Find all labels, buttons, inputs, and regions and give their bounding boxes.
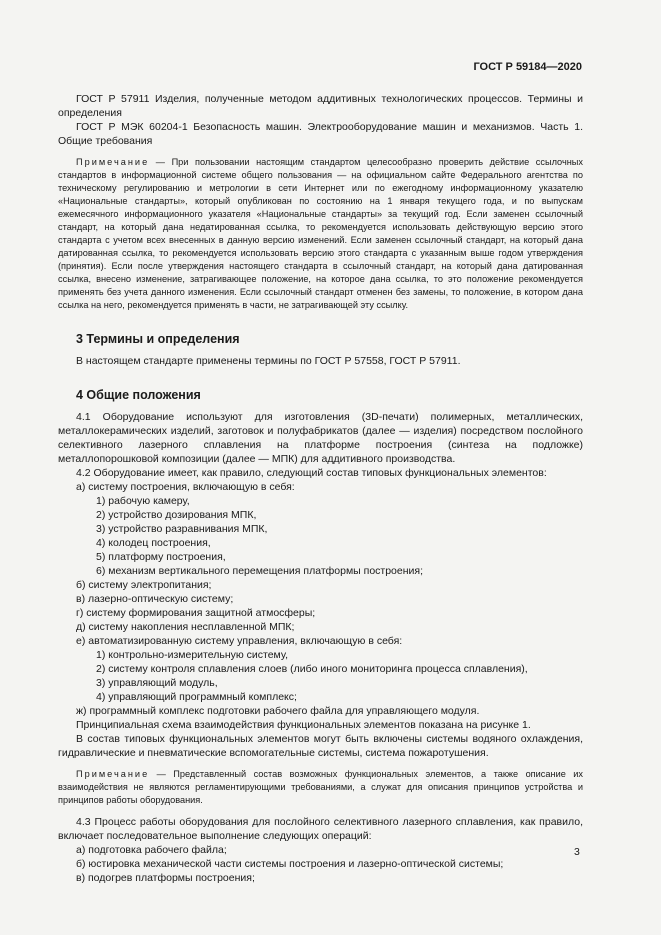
list-item: 1) контрольно-измерительную систему,: [96, 649, 289, 661]
paragraph: 4.2 Оборудование имеет, как правило, следующий состав типовых функциональных элементов:: [76, 467, 547, 479]
reference-entry: ГОСТ Р 57911 Изделия, полученные методом аддитивных технологических процессов. Термины и определения: [58, 93, 583, 119]
list-item: 2) устройство дозирования МПК,: [96, 509, 257, 521]
note-text: — При пользовании настоящим стандартом целесообразно проверить действие ссылочных стандартов в информационной системе общего пользования — на официальном сайте Федерального агентства по техническому регулированию и метрологии в сети Интернет или по ежегодному информационному указателю «Национальные стандарты», который опубликован по состоянию на 1 января текущего года, и по выпускам ежемесячного информационного указателя «Национальные стандарты» за текущий год. Если заменен ссылочный стандарт, на который дана недатированная ссылка, то рекомендуется использовать действующую версию этого стандарта с учетом всех внесенных в данную версию изменений. Если заменен ссылочный стандарт, на который дана датированная ссылка, то рекомендуется использовать версию этого стандарта с указанным выше годом утверждения (принятия). Если после утверждения настоящего стандарта в ссылочный стандарт, на который дана датированная ссылка, внесено изменение, затрагивающее положение, на которое дана ссылка, то это положение рекомендуется применять без учета данного изменения. Если ссылочный стандарт отменен без замены, то положение, в котором дана ссылка на него, рекомендуется применять в части, не затрагивающей эту ссылку.: [58, 157, 583, 310]
section-text: В настоящем стандарте применены термины по ГОСТ Р 57558, ГОСТ Р 57911.: [76, 355, 461, 367]
list-item: 5) платформу построения,: [96, 551, 226, 563]
note-text: — Представленный состав возможных функциональных элементов, а также описание их взаимодействия не являются регламентирующими требованиями, а служат для описания принципов устройства и принципов работы оборудования.: [58, 769, 583, 805]
paragraph: В состав типовых функциональных элементов могут быть включены системы водяного охлаждения, гидравлические и пневматические вспомогательные системы, система пожаротушения.: [58, 733, 583, 759]
note-paragraph: [58, 768, 583, 807]
note-label: Примечание: [76, 769, 150, 779]
list-item: е) автоматизированную систему управления, включающую в себя:: [76, 635, 403, 647]
paragraph: 4.3 Процесс работы оборудования для послойного селективного лазерного сплавления, как правило, включает последовательное выполнение следующих операций:: [58, 816, 583, 842]
paragraph: 4.1 Оборудование используют для изготовления (3D-печати) полимерных, металлических, металлокерамических изделий, заготовок и полуфабрикатов (далее — изделия) посредством послойного селективного лазерного сплавления на платформе построения (синтеза на подложке) металлопорошковой композиции (далее — МПК) для аддитивного производства.: [58, 411, 583, 465]
section-heading: 4 Общие положения: [76, 388, 201, 402]
list-item: г) систему формирования защитной атмосферы;: [76, 607, 316, 619]
list-item: б) систему электропитания;: [76, 579, 212, 591]
section-heading: 3 Термины и определения: [76, 332, 240, 346]
list-item: 3) устройство разравнивания МПК,: [96, 523, 268, 535]
operations-list: [58, 843, 583, 885]
list-item: в) лазерно-оптическую систему;: [76, 593, 234, 605]
list-item: в) подогрев платформы построения;: [76, 872, 255, 884]
list-item: 4) управляющий программный комплекс;: [96, 691, 297, 703]
list-item: д) систему накопления несплавленной МПК;: [76, 621, 295, 633]
list-item: а) системy построения, включающую в себя:: [76, 481, 295, 493]
reference-entry: ГОСТ Р МЭК 60204-1 Безопасность машин. Электрооборудование машин и механизмов. Часть 1. Общие требования: [58, 121, 583, 147]
note-label: Примечание: [76, 157, 150, 167]
list-item: б) юстировка механической части системы построения и лазерно-оптической системы;: [76, 858, 504, 870]
list-item: а) подготовка рабочего файла;: [76, 844, 227, 856]
list-item: ж) программный комплекс подготовки рабочего файла для управляющего модуля.: [76, 705, 480, 717]
page-content: [58, 92, 583, 885]
elements-list: [58, 480, 583, 718]
page-number: 3: [574, 846, 580, 858]
list-item: 1) рабочую камеру,: [96, 495, 190, 507]
list-item: 6) механизм вертикального перемещения платформы построения;: [96, 565, 423, 577]
standard-header: ГОСТ Р 59184—2020: [473, 61, 582, 73]
list-item: 4) колодец построения,: [96, 537, 211, 549]
list-item: 3) управляющий модуль,: [96, 677, 218, 689]
note-paragraph: [58, 156, 583, 312]
list-item: 2) систему контроля сплавления слоев (либо иного мониторинга процесса сплавления),: [96, 663, 528, 675]
paragraph: Принципиальная схема взаимодействия функциональных элементов показана на рисунке 1.: [76, 719, 531, 731]
